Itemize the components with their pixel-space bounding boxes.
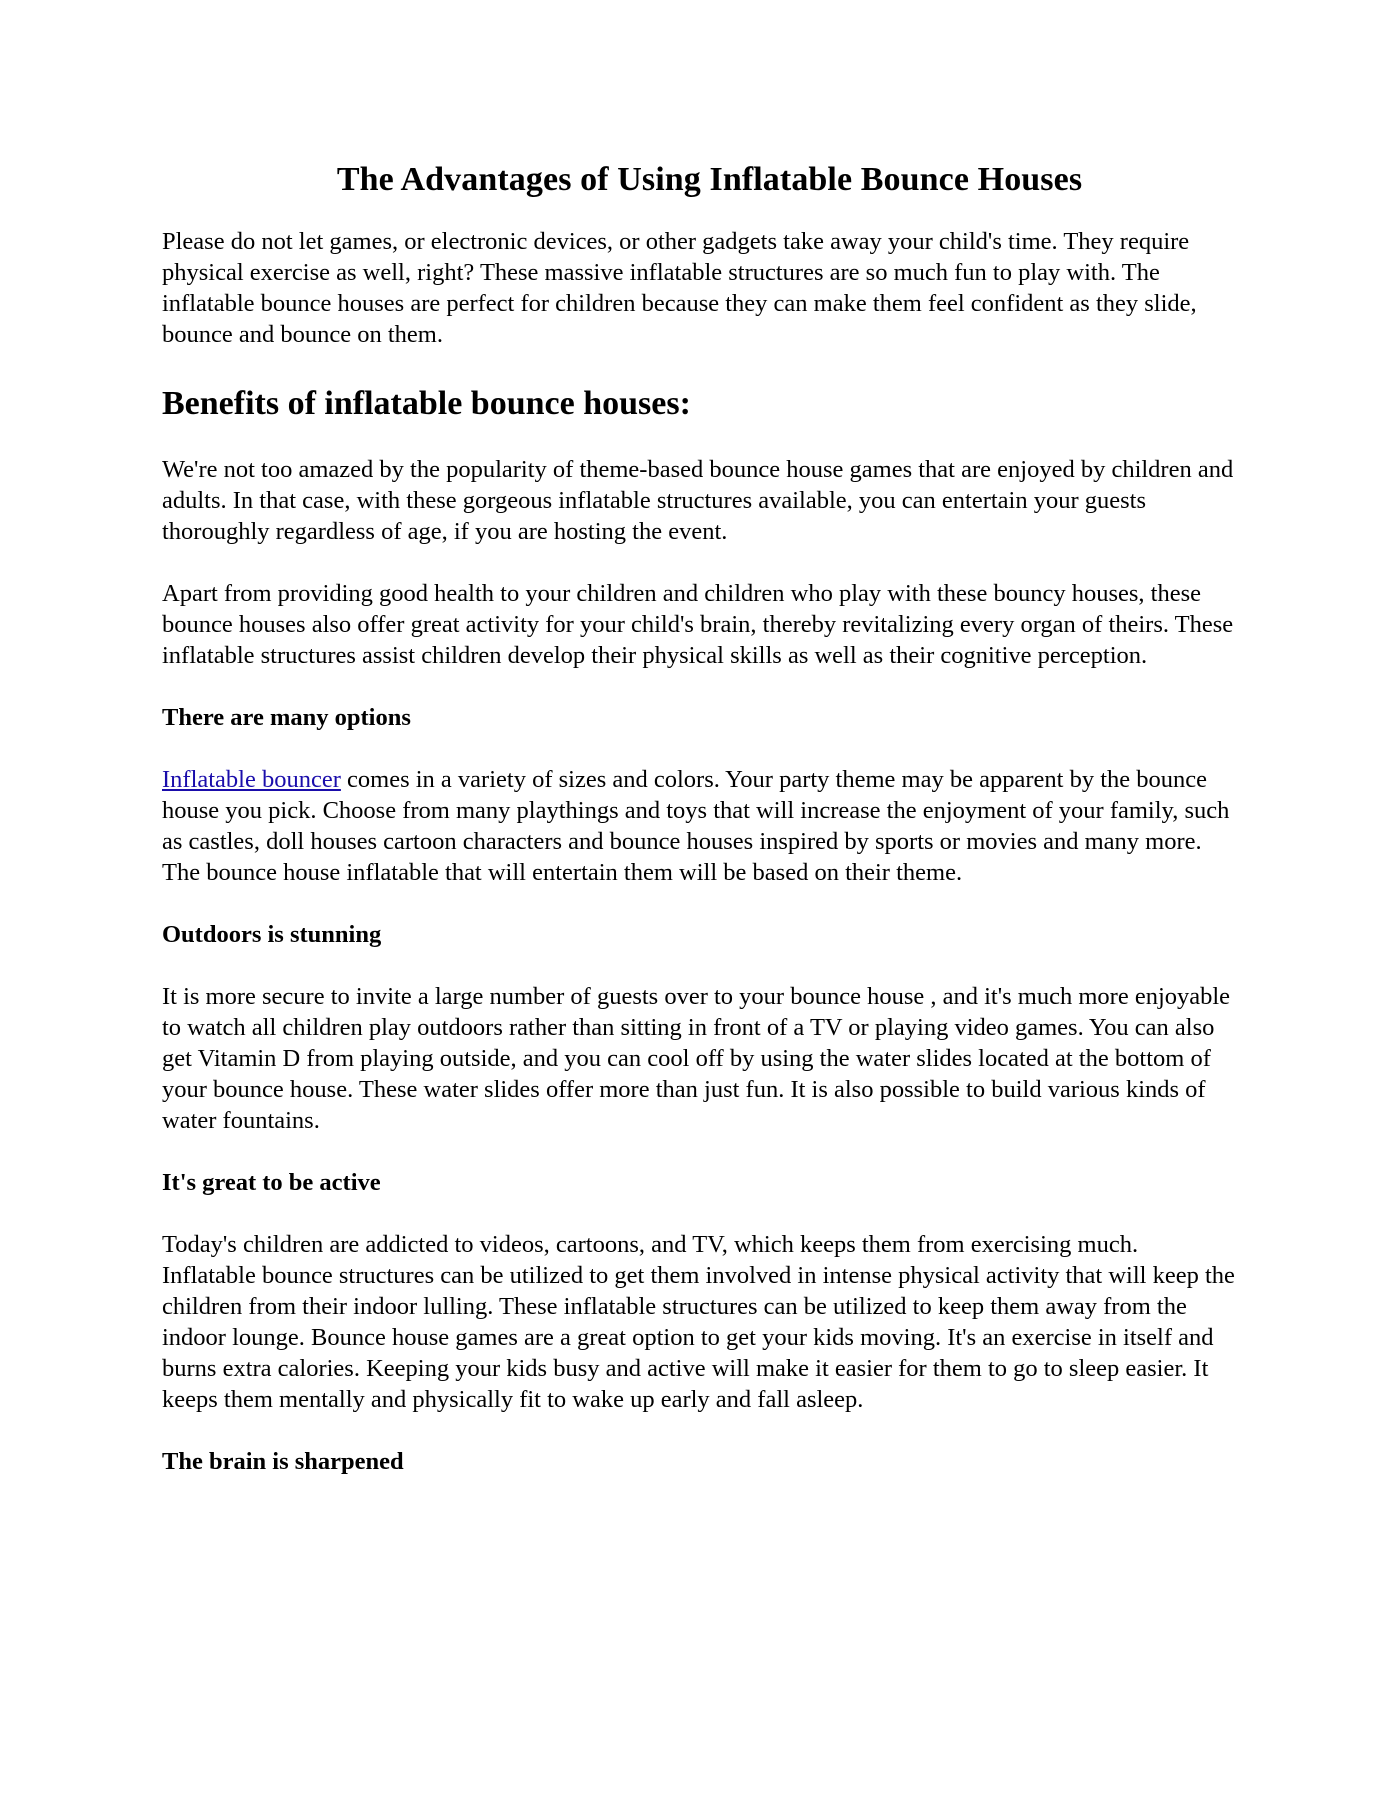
intro-paragraph: Please do not let games, or electronic devices, or other gadgets take away your child's time. They require physical exercise as well, right? These massive inflatable structures are so much fun to play with. The inflatable bounce houses are perfect for children because they can make them feel confident as they slide, bounce and bounce on them. bbox=[162, 228, 1197, 348]
document-title: The Advantages of Using Inflatable Bounce Houses bbox=[336, 161, 1083, 198]
outdoors-heading: Outdoors is stunning bbox=[162, 921, 382, 948]
options-paragraph bbox=[162, 764, 1237, 888]
benefits-heading: Benefits of inflatable bounce houses: bbox=[162, 385, 691, 422]
benefits-paragraph-2: Apart from providing good health to your children and children who play with these bouncy houses, these bounce houses also offer great activity for your child's brain, thereby revitalizing every organ of theirs. These inflatable structures assist children develop their physical skills as well as their cognitive perception. bbox=[162, 580, 1234, 669]
active-heading: It's great to be active bbox=[162, 1169, 381, 1196]
document-page bbox=[162, 160, 1237, 1477]
options-paragraph-text: comes in a variety of sizes and colors. Your party theme may be apparent by the bounce house you pick. Choose from many playthings and toys that will increase the enjoyment of your family, such as castles, doll houses cartoon characters and bounce houses inspired by sports or movies and many more. The bounce house inflatable that will entertain them will be based on their theme. bbox=[162, 766, 1230, 886]
active-paragraph: Today's children are addicted to videos, cartoons, and TV, which keeps them from exercising much. Inflatable bounce structures can be utilized to get them involved in intense physical activity that will keep the children from their indoor lulling. These inflatable structures can be utilized to keep them away from the indoor lounge. Bounce house games are a great option to get your kids moving. It's an exercise in itself and burns extra calories. Keeping your kids busy and active will make it easier for them to go to sleep easier. It keeps them mentally and physically fit to wake up early and fall asleep. bbox=[162, 1231, 1235, 1413]
outdoors-paragraph: It is more secure to invite a large number of guests over to your bounce house , and it's much more enjoyable to watch all children play outdoors rather than sitting in front of a TV or playing video games. You can also get Vitamin D from playing outside, and you can cool off by using the water slides located at the bottom of your bounce house. These water slides offer more than just fun. It is also possible to build various kinds of water fountains. bbox=[162, 983, 1231, 1134]
inflatable-bouncer-link[interactable]: Inflatable bouncer bbox=[162, 766, 341, 793]
benefits-paragraph-1: We're not too amazed by the popularity of theme-based bounce house games that are enjoyed by children and adults. In that case, with these gorgeous inflatable structures available, you can entertain your guests thoroughly regardless of age, if you are hosting the event. bbox=[162, 456, 1234, 545]
brain-heading: The brain is sharpened bbox=[162, 1448, 404, 1475]
options-heading: There are many options bbox=[162, 704, 411, 731]
